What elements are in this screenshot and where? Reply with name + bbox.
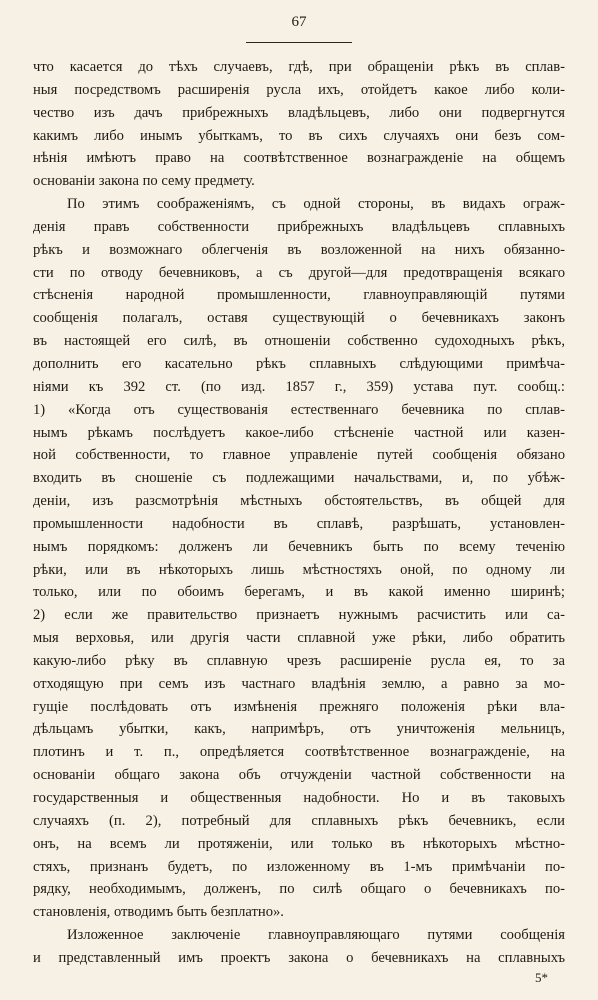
text-line: какимъ либо инымъ убыткамъ, то въ сихъ случаяхъ они безъ сом- (33, 127, 565, 144)
text-line: онъ, на всемъ ли протяженiи, или только въ нѣкоторыхъ мѣстно- (33, 835, 565, 852)
text-line: промышленности надобности въ сплавѣ, разрѣшать, установлен- (33, 515, 565, 532)
text-line: денiи, изъ разсмотрѣнiя мѣстныхъ обстоятельствъ, въ общей для (33, 493, 565, 510)
text-line: входить въ сношенiе съ подлежащими начальствами, и, по убѣж- (33, 470, 565, 487)
text-line: мыя верховья, или другiя части сплавной уже рѣки, либо обратить (33, 630, 565, 647)
printer-signature: 5* (535, 970, 548, 985)
text-line: ной собственности, то главное управленiе путей сообщенiя обязано (33, 447, 565, 464)
text-line: государственныя и общественныя надобности. Но и въ таковыхъ (33, 790, 565, 806)
text-line: 1) «Когда отъ существованiя естественнаго бечевника по сплав- (33, 401, 565, 418)
page-number: 67 (291, 14, 307, 30)
text-line: чество изъ дачъ прибрежныхъ владѣльцевъ, либо они подвергнутся (33, 104, 565, 121)
text-line: стяхъ, признанъ будетъ, по изложенному въ 1-мъ примѣчанiи по- (33, 858, 565, 875)
text-line: основанiи общаго закона объ отчужденiи частной собственности на (33, 767, 565, 784)
text-line: сти по отводу бечевниковъ, а съ другой—для предотвращенiя всякаго (33, 264, 565, 281)
text-line: дѣльцамъ убытки, какъ, напримѣръ, отъ уничтоженiя мельницъ, (33, 721, 565, 738)
text-line: сообщенiя полагалъ, оставя существующiй о бечевникахъ законъ (33, 310, 565, 327)
text-line: случаяхъ (п. 2), потребный для сплавныхъ рѣкъ бечевникъ, если (33, 812, 565, 829)
text-line: отходящую при семъ изъ частнаго владѣнiя землю, а равно за мо- (33, 675, 565, 692)
text-line: рѣкъ и возможнаго облегченiя въ возложенной на нихъ обязанно- (33, 241, 565, 258)
text-line: ныя посредствомъ расширенiя русла ихъ, отойдетъ какое либо коли- (33, 81, 565, 98)
text-line: и представленный имъ проектъ закона о бечевникахъ на сплавныхъ (33, 949, 565, 966)
text-line: гущiе послѣдовать отъ измѣненiя прежняго положенiя рѣки вла- (33, 698, 565, 715)
text-line: дополнить его касательно рѣкъ сплавныхъ слѣдующими примѣча- (33, 355, 565, 372)
text-line: денiя правъ собственности прибрежныхъ владѣльцевъ сплавныхъ (33, 218, 565, 235)
text-line: основанiи закона по сему предмету. (33, 173, 255, 190)
text-line: стѣсненiя народной промышленности, главноуправляющiй путями (33, 287, 565, 304)
text-line: Изложенное заключенiе главноуправляющаго путями сообщенiя (67, 927, 565, 944)
body-text (33, 56, 565, 970)
text-line: нiями къ 392 ст. (по изд. 1857 г., 359) устава пут. сообщ.: (33, 378, 565, 395)
text-line: становленiя, отводимъ быть безплатно». (33, 904, 284, 921)
text-line: только, или по обоимъ берегамъ, и въ какой именно ширинѣ; (33, 584, 565, 601)
text-line: что касается до тѣхъ случаевъ, гдѣ, при обращенiи рѣкъ въ сплав- (33, 59, 565, 75)
text-line: нымъ рѣкамъ послѣдуетъ какое-либо стѣсненiе частной или казен- (33, 424, 565, 441)
text-line: плотинъ и т. п., опредѣляется соотвѣтственное вознагражденiе, на (33, 744, 565, 761)
header-rule (246, 42, 352, 43)
text-line: По этимъ соображенiямъ, съ одной стороны, въ видахъ ограж- (67, 196, 565, 213)
text-line: нымъ порядкомъ: долженъ ли бечевникъ быть по всему теченiю (33, 538, 565, 555)
text-line: рядку, необходимымъ, долженъ, по силѣ общаго о бечевникахъ по- (33, 881, 565, 898)
text-line: въ настоящей его силѣ, въ отношенiи собственно судоходныхъ рѣкъ, (33, 333, 565, 350)
text-line: нѣнiя имѣютъ право на соотвѣтственное вознагражденiе на общемъ (33, 150, 565, 167)
text-line: какую-либо рѣку въ сплавную чрезъ расширенiе русла ея, то за (33, 652, 565, 669)
text-line: рѣки, или въ нѣкоторыхъ лишь мѣстностяхъ оной, по одному ли (33, 561, 565, 578)
text-line: 2) если же правительство признаетъ нужнымъ расчистить или са- (33, 607, 565, 624)
